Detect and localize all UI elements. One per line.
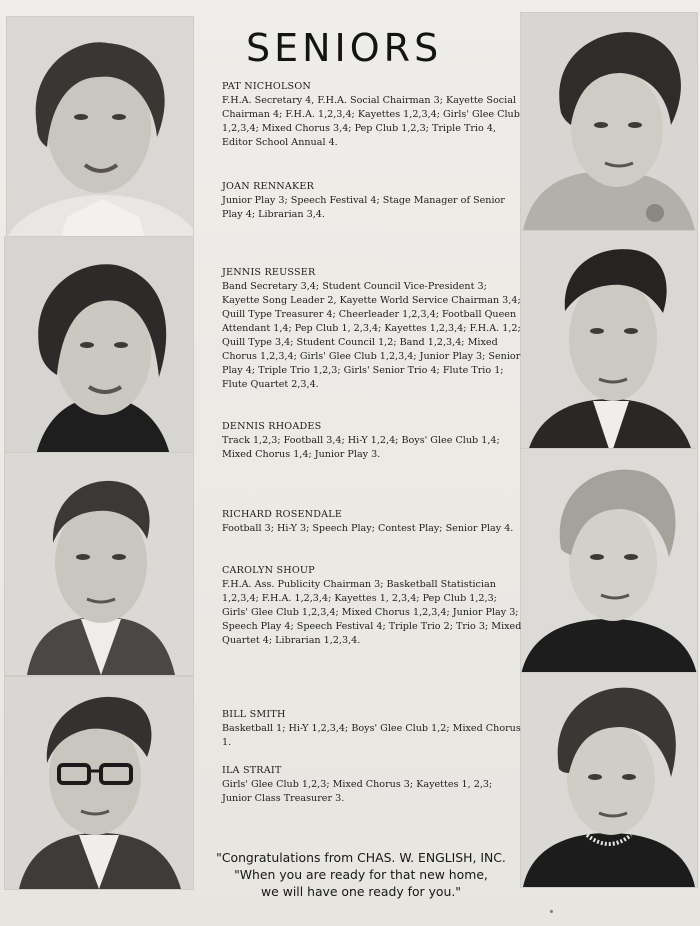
senior-entry bbox=[222, 764, 522, 806]
page-speck bbox=[550, 910, 553, 913]
portrait-photo bbox=[520, 12, 698, 244]
senior-entry bbox=[222, 180, 522, 222]
senior-activities: F.H.A. Ass. Publicity Chairman 3; Basketball Statistician 1,2,3,4; F.H.A. 1,2,3,4; Kayettes 1, 2,3,4; Pep Club 1,2,3; Girls' Glee Club 1,2,3,4; Mixed Chorus 1,2,3,4; Junior Play 3; Speech Play 4; Speech Festival 4; Triple Trio 2; Trio 3; Mixed Quartet 4; Librarian 1,2,3,4. bbox=[222, 579, 522, 646]
portrait-photo bbox=[520, 672, 698, 888]
sponsor-line: we will have one ready for you." bbox=[261, 884, 461, 899]
senior-entry bbox=[222, 266, 522, 392]
senior-name: BILL SMITH bbox=[222, 709, 286, 720]
senior-entry bbox=[222, 708, 522, 750]
portrait-photo bbox=[520, 230, 698, 456]
page-title: SENIORS bbox=[246, 26, 443, 70]
sponsor-line: "Congratulations from CHAS. W. ENGLISH, INC. bbox=[216, 850, 506, 865]
senior-activities: F.H.A. Secretary 4, F.H.A. Social Chairman 3; Kayette Social Chairman 4; F.H.A. 1,2,3,4; Kayettes 1,2,3,4; Girls' Glee Club 1,2,3,4; Mixed Chorus 3,4; Pep Club 1,2,3; Triple Trio 4, Editor School Annual 4. bbox=[222, 95, 520, 148]
senior-activities: Track 1,2,3; Football 3,4; Hi-Y 1,2,4; Boys' Glee Club 1,4; Mixed Chorus 1,4; Junior Play 3. bbox=[222, 435, 500, 460]
senior-entry bbox=[222, 564, 522, 648]
senior-activities: Band Secretary 3,4; Student Council Vice-President 3; Kayette Song Leader 2, Kayette World Service Chairman 3,4; Quill Type Treasurer 4; Cheerleader 1,2,3,4; Football Queen Attendant 1,4; Pep Club 1, 2,3,4; Kayettes 1,2,3,4; F.H.A. 1,2; Quill Type 3,4; Student Council 1,2; Band 1,2,3,4; Mixed Chorus 1,2,3,4; Girls' Glee Club 1,2,3,4; Junior Play 3; Senior Play 4; Triple Trio 1,2,3; Girls' Senior Trio 4; Flute Trio 1; Flute Quartet 2,3,4. bbox=[222, 281, 521, 390]
senior-activities: Football 3; Hi-Y 3; Speech Play; Contest Play; Senior Play 4. bbox=[222, 523, 514, 534]
senior-entry bbox=[222, 80, 522, 150]
senior-name: CAROLYN SHOUP bbox=[222, 565, 315, 576]
senior-activities: Girls' Glee Club 1,2,3; Mixed Chorus 3; Kayettes 1, 2,3; Junior Class Treasurer 3. bbox=[222, 779, 493, 804]
portrait-photo bbox=[4, 676, 194, 890]
senior-activities: Junior Play 3; Speech Festival 4; Stage Manager of Senior Play 4; Librarian 3,4. bbox=[222, 195, 505, 220]
senior-name: PAT NICHOLSON bbox=[222, 81, 311, 92]
senior-activities: Basketball 1; Hi-Y 1,2,3,4; Boys' Glee Club 1,2; Mixed Chorus 1. bbox=[222, 723, 521, 748]
senior-name: ILA STRAIT bbox=[222, 765, 282, 776]
portrait-photo bbox=[6, 16, 194, 246]
senior-name: JOAN RENNAKER bbox=[222, 181, 315, 192]
portrait-photo bbox=[520, 448, 698, 676]
senior-name: JENNIS REUSSER bbox=[222, 267, 316, 278]
senior-name: RICHARD ROSENDALE bbox=[222, 509, 343, 520]
portrait-photo bbox=[4, 452, 194, 676]
senior-name: DENNIS RHOADES bbox=[222, 421, 322, 432]
sponsor-line: "When you are ready for that new home, bbox=[234, 867, 488, 882]
senior-entry bbox=[222, 508, 522, 536]
sponsor-message bbox=[196, 849, 526, 900]
portrait-photo bbox=[4, 236, 194, 460]
senior-entry bbox=[222, 420, 522, 462]
